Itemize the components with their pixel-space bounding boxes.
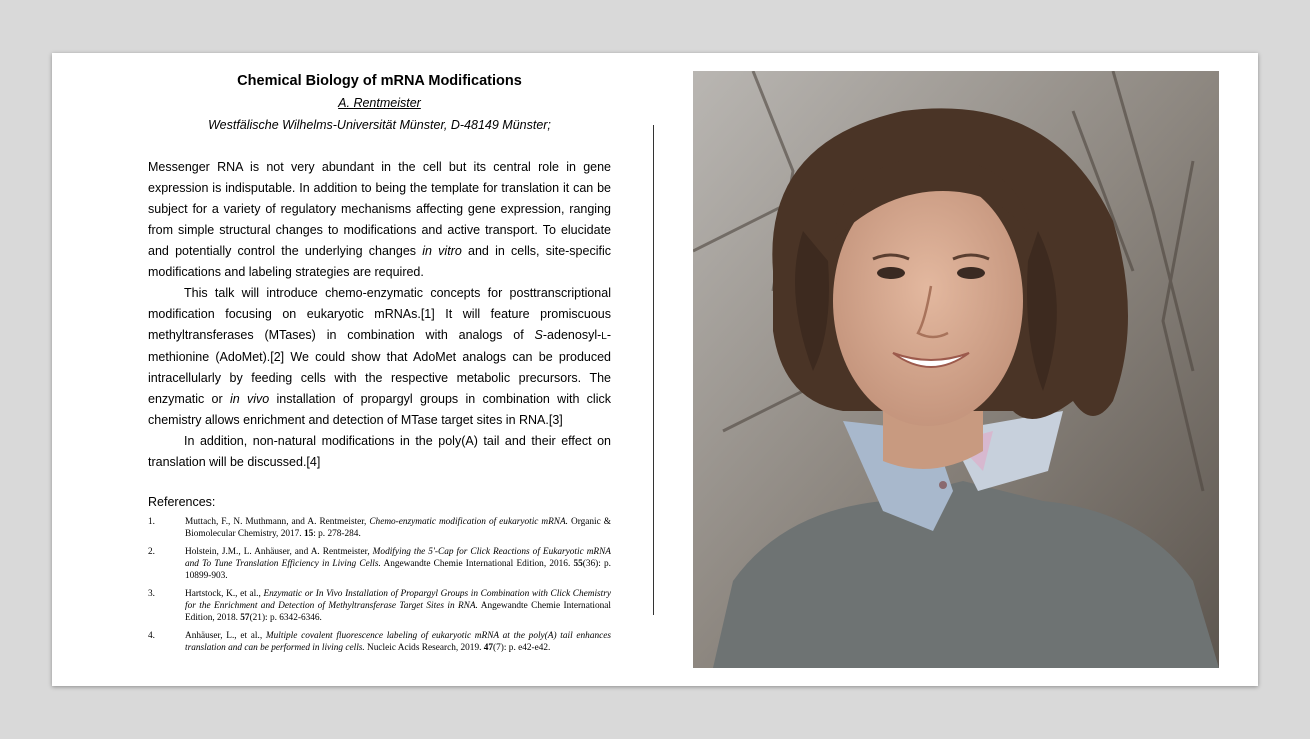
reference-item: 2. Holstein, J.M., L. Anhäuser, and A. Rentmeister, Modifying the 5'-Cap for Click Reactions of Eukaryotic mRNA and To Tune Translation Efficiency in Living Cells. Angewandte Chemie International Edition, 2016. 55(36): p. 10899-903. bbox=[148, 547, 612, 581]
abstract-body bbox=[148, 157, 611, 473]
references-heading: References: bbox=[148, 495, 216, 509]
portrait-illustration bbox=[693, 71, 1219, 668]
abstract-title: Chemical Biology of mRNA Modifications bbox=[237, 73, 522, 89]
reference-item: 3. Hartstock, K., et al., Enzymatic or In Vivo Installation of Propargyl Groups in Combination with Click Chemistry for the Enrichment and Detection of Methyltransferase Target Sites in RNA. Angewandte Chemie International Edition, 2018. 57(21): p. 6342-6346. bbox=[148, 589, 611, 623]
references-list bbox=[148, 516, 611, 654]
author-affiliation: Westfälische Wilhelms-Universität Münster, D-48149 Münster; bbox=[208, 118, 551, 132]
author-name: A. Rentmeister bbox=[338, 96, 421, 110]
slide-page bbox=[52, 53, 1258, 686]
paragraph-3: In addition, non-natural modifications in the poly(A) tail and their effect on translation will be discussed.[4] bbox=[148, 434, 611, 469]
abstract-column bbox=[148, 71, 611, 660]
portrait-photo bbox=[693, 71, 1219, 668]
vertical-divider bbox=[653, 125, 654, 615]
paragraph-1: Messenger RNA is not very abundant in the cell but its central role in gene expression is indisputable. In addition to being the template for translation it can be subject for a variety of regulatory mechanisms affecting gene expression, ranging from simple structural changes to modifications and active transport. To elucidate and potentially control the underlying changes in vitro and in cells, site-specific modifications and labeling strategies are required. bbox=[148, 160, 611, 279]
reference-item: 1. Muttach, F., N. Muthmann, and A. Rentmeister, Chemo-enzymatic modification of eukaryotic mRNA. Organic & Biomolecular Chemistry, 2017. 15: p. 278-284. bbox=[148, 517, 611, 539]
reference-item: 4. Anhäuser, L., et al., Multiple covalent fluorescence labeling of eukaryotic mRNA at the poly(A) tail enhances translation and can be performed in living cells. Nucleic Acids Research, 2019. 47(7): p. e42-e42. bbox=[148, 631, 611, 653]
paragraph-2: This talk will introduce chemo-enzymatic concepts for posttranscriptional modification focusing on eukaryotic mRNAs.[1] It will feature promiscuous methyltransferases (MTases) in combination with analogs of S-adenosyl-L-methionine (AdoMet).[2] We could show that AdoMet analogs can be produced intracellularly by feeding cells with the respective metabolic precursors. The enzymatic or in vivo installation of propargyl groups in combination with click chemistry allows enrichment and detection of MTase target sites in RNA.[3] bbox=[148, 286, 611, 427]
